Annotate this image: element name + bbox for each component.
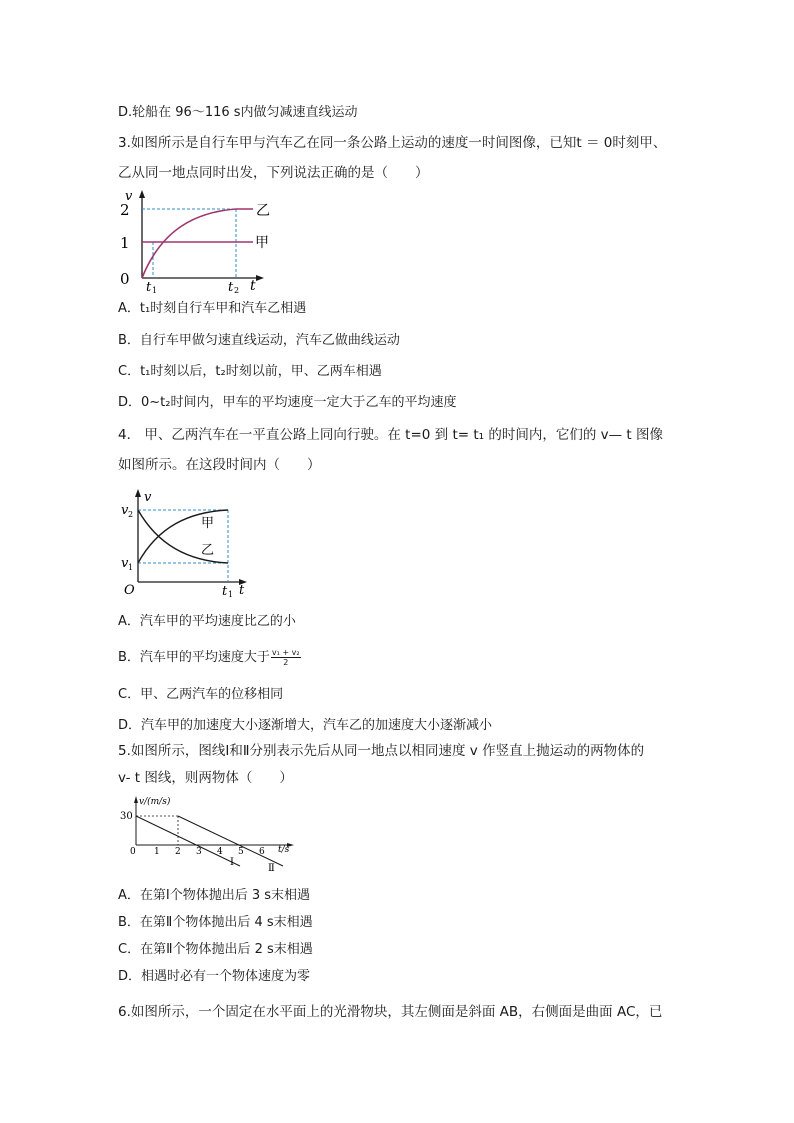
q4-curve-yi <box>138 510 228 563</box>
q3-tick-2: 2 <box>120 201 130 219</box>
q4-tick-t1: t <box>222 584 228 599</box>
q5-xtick-5: 5 <box>238 847 244 857</box>
q4-tick-v2-sub: 2 <box>128 510 134 519</box>
q4-axis-v-label: v <box>144 490 152 505</box>
q3-label-jia: 甲 <box>255 235 269 251</box>
q3-option-a: A．t₁时刻自行车甲和汽车乙相遇 <box>118 301 307 316</box>
q3-t-axis-arrow <box>256 275 264 281</box>
q5-label-I: Ⅰ <box>230 857 234 868</box>
q5-stem-line1: 5.如图所示，图线Ⅰ和Ⅱ分别表示先后从同一地点以相同速度 v 作竖直上抛运动的两物体的 <box>118 743 645 759</box>
q4-option-b <box>118 648 301 668</box>
q4-option-d: D．汽车甲的加速度大小逐渐增大，汽车乙的加速度大小逐渐减小 <box>118 718 493 733</box>
q3-tick-1: 1 <box>120 234 130 252</box>
q5-option-a: A．在第Ⅰ个物体抛出后 3 s末相遇 <box>118 888 311 903</box>
q4-tick-v1: v <box>121 556 129 571</box>
q5-line-I <box>136 816 240 866</box>
q3-option-c: C．t₁时刻以后，t₂时刻以前，甲、乙两车相遇 <box>118 364 382 379</box>
q4-option-a: A．汽车甲的平均速度比乙的小 <box>118 614 296 629</box>
q3-option-d: D．0~t₂时间内，甲车的平均速度一定大于乙车的平均速度 <box>118 395 457 410</box>
q4-axis-t-label: t <box>239 583 245 598</box>
q5-axis-v-label: v/(m/s) <box>139 797 171 807</box>
q2-option-d: D.轮船在 96～116 s内做匀减速直线运动 <box>118 105 358 120</box>
q4-label-jia: 甲 <box>201 516 215 531</box>
q4-frac-numerator: v₁ + v₂ <box>271 648 300 657</box>
q4-stem-line2: 如图所示。在这段时间内（ ） <box>118 457 321 473</box>
q5-xtick-2: 2 <box>175 847 181 857</box>
q3-tick-t1-sub: 1 <box>152 286 158 293</box>
q5-xtick-6: 6 <box>259 847 265 857</box>
q4-option-b-text: B．汽车甲的平均速度大于 <box>118 650 270 665</box>
q5-xtick-0: 0 <box>130 847 136 857</box>
q3-tick-t2: t <box>228 280 234 293</box>
q4-stem-line1: 4． 甲、乙两汽车在一平直公路上同向行驶。在 t=0 到 t= t₁ 的时间内，它们的 v— t 图像 <box>118 427 663 443</box>
q4-tick-v1-sub: 1 <box>128 563 134 572</box>
q3-stem-line1: 3.如图所示是自行车甲与汽车乙在同一条公路上运动的速度一时间图像，已知t ＝ 0时刻甲、 <box>118 135 667 151</box>
q4-option-b-fraction <box>271 648 301 667</box>
q5-xtick-1: 1 <box>154 847 160 857</box>
q4-tick-t1-sub: 1 <box>228 590 234 599</box>
q4-v-axis-arrow <box>135 489 141 497</box>
q4-tick-v2: v <box>121 503 129 518</box>
q4-option-c: C．甲、乙两汽车的位移相同 <box>118 687 284 702</box>
q5-option-b: B．在第Ⅱ个物体抛出后 4 s末相遇 <box>118 915 313 930</box>
q5-xtick-4: 4 <box>217 847 223 857</box>
q5-v-axis-arrow <box>134 796 138 803</box>
q5-vt-graph <box>118 795 298 875</box>
q3-label-yi: 乙 <box>256 203 270 219</box>
q4-frac-denominator: 2 <box>283 658 289 667</box>
q5-stem-line2: v- t 图线，则两物体（ ） <box>118 770 293 786</box>
q5-option-c: C．在第Ⅱ个物体抛出后 2 s末相遇 <box>118 942 313 957</box>
q3-tick-t2-sub: 2 <box>234 286 240 293</box>
q3-axis-v-label: v <box>125 189 133 204</box>
q6-stem-line1: 6.如图所示，一个固定在水平面上的光滑物块，其左侧面是斜面 AB，右侧面是曲面 AC，已 <box>118 1004 663 1020</box>
q3-stem-line2: 乙从同一地点同时出发，下列说法正确的是（ ） <box>118 165 429 181</box>
q5-axis-t-label: t/s <box>278 845 290 855</box>
q4-curve-jia <box>138 510 228 563</box>
q3-tick-t1: t <box>146 280 152 293</box>
q3-vt-graph <box>112 188 282 293</box>
q3-option-b: B．自行车甲做匀速直线运动，汽车乙做曲线运动 <box>118 333 400 348</box>
q4-label-yi: 乙 <box>201 543 215 558</box>
q4-origin: O <box>124 583 135 598</box>
q3-v-axis-arrow <box>139 190 145 198</box>
q3-axis-t-label: t <box>250 278 256 293</box>
q5-tick-30: 30 <box>120 811 133 822</box>
q5-label-II: Ⅱ <box>268 863 275 874</box>
q4-vt-graph <box>118 487 258 599</box>
q5-xtick-3: 3 <box>196 847 202 857</box>
q3-tick-0: 0 <box>120 270 130 288</box>
q5-option-d: D．相遇时必有一个物体速度为零 <box>118 969 311 984</box>
